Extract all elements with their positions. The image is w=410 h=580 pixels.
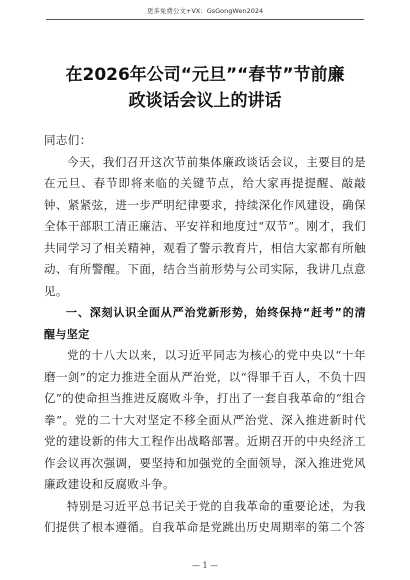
title-line-2: 政谈话会议上的讲话 [128,91,282,111]
salutation: 同志们： [44,133,92,147]
paragraph-intro: 今天，我们召开这次节前集体廉政谈话会议，主要目的是在元旦、春节即将来临的关键节点，给大家再提提醒、敲敲钟、紧紧弦，进一步严明纪律要求，持续深化作风建设，确保全体干部职工清正廉洁、平安祥和地度过“双节”。刚才，我们共同学习了相关精神，观看了警示教育片，相信大家都有所触动、有所警醒。下面，结合当前形势与公司实际，我讲几点意见。 [44,154,366,298]
title-line-1: 在2026年公司“元旦”“春节”节前廉 [65,65,345,85]
header-promo-text: 更多免费公文+VX：GsGongWen2024 [146,7,264,15]
header-divider [46,19,364,20]
section-heading-1: 一、深刻认识全面从严治党新形势，始终保持“赶考”的清醒与坚定 [44,306,366,341]
paragraph-background: 党的十八大以来，以习近平同志为核心的党中央以“十年磨一剑”的定力推进全面从严治党，以“得罪千百人，不负十四亿”的使命担当推进反腐败斗争，打出了一套自我革命的“组合拳”。党的二十大对坚定不移全面从严治党、深入推进新时代党的建设新的伟大工程作出战略部署。近期召开的中央经济工作会议再次强调，要坚持和加强党的全面领导，深入推进党风廉政建设和反腐败斗争。 [44,348,366,491]
document-title [40,62,370,114]
document-body [44,130,366,539]
paragraph-self-revolution: 特别是习近平总书记关于党的自我革命的重要论述，为我们提供了根本遵循。自我革命是党跳出历史周期率的第二个答 [44,498,366,534]
page-number: — 1 — [191,561,219,570]
page-header [0,0,410,22]
